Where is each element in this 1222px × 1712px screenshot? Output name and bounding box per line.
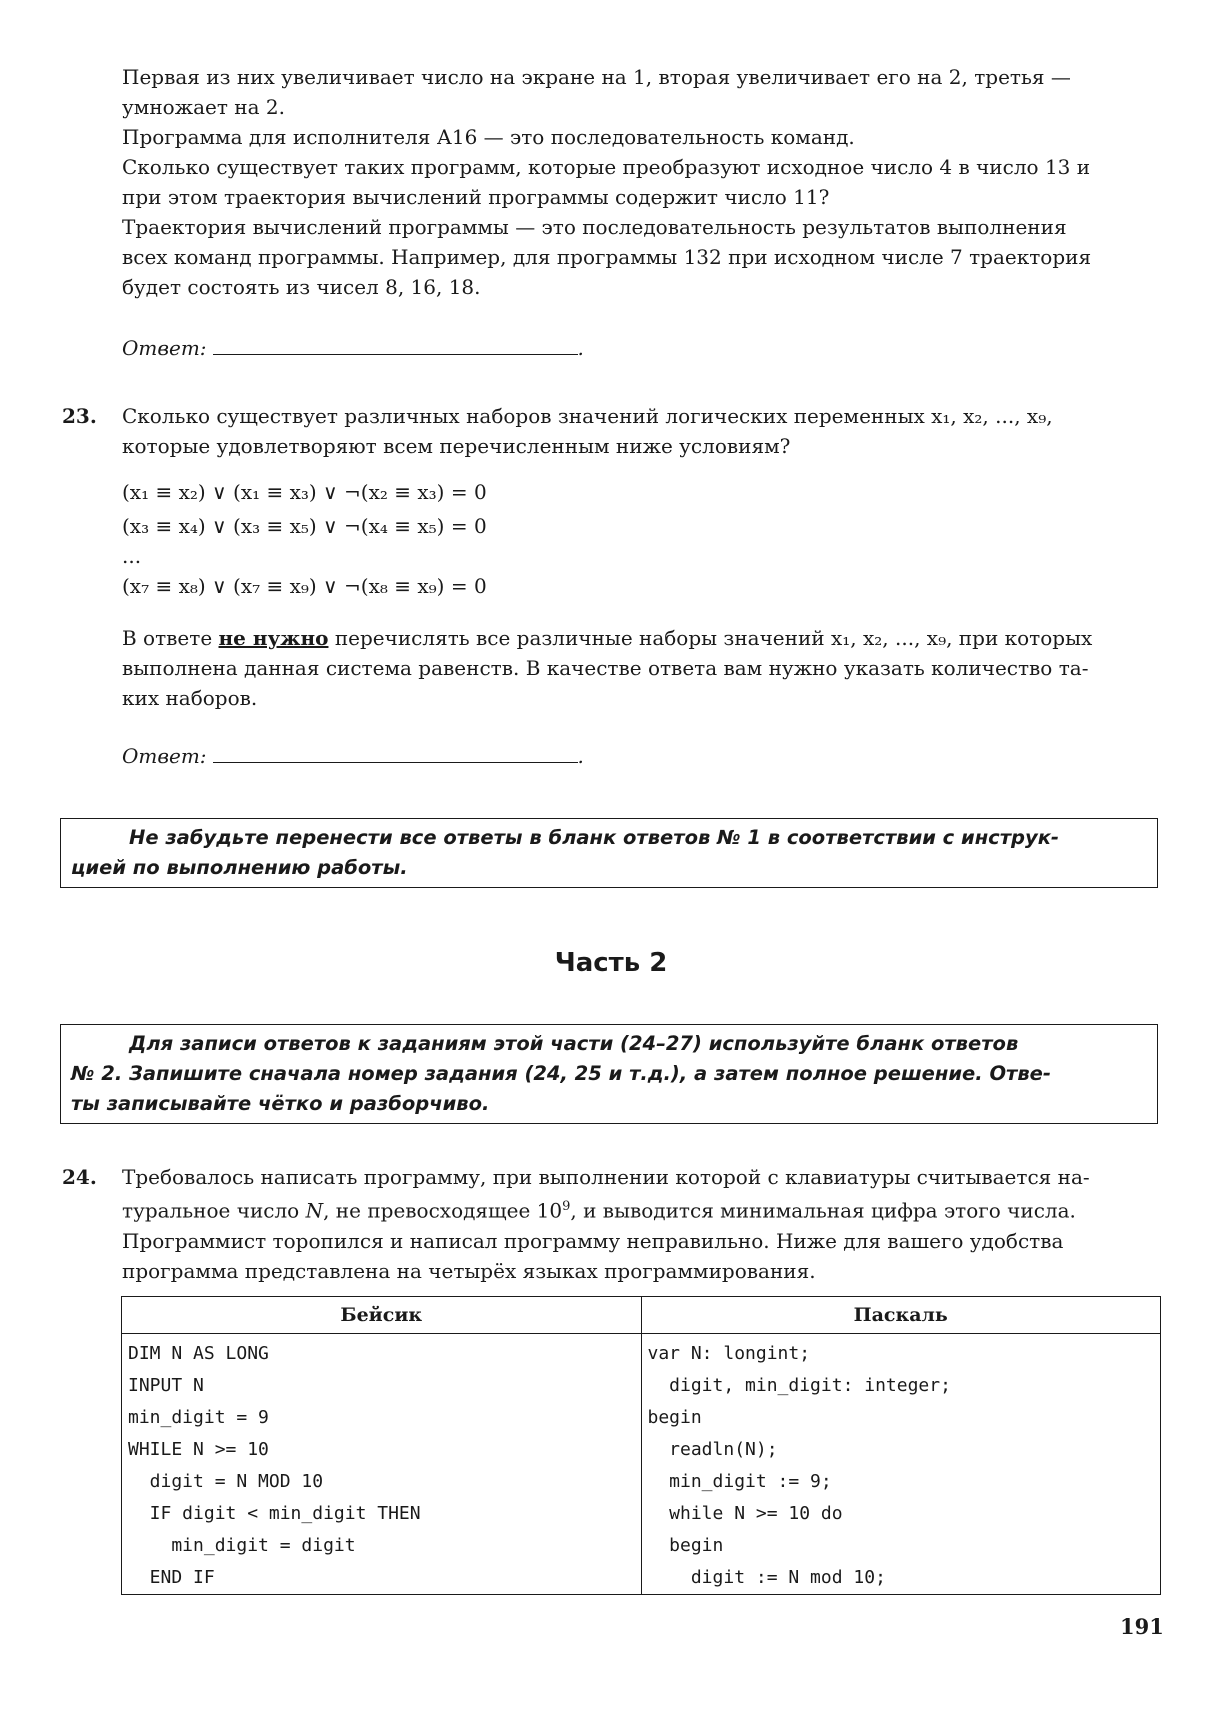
task24-line-part: , не превосходящее 10	[323, 1198, 563, 1223]
code-line: while N >= 10 do	[647, 1503, 843, 1524]
task22-line: Траектория вычислений программы — это последовательность результатов выполнения	[122, 215, 1067, 239]
code-line: begin	[647, 1535, 724, 1556]
code-line: DIM N AS LONG	[128, 1343, 269, 1364]
exponent: 9	[562, 1199, 571, 1214]
task24-line-part: туральное число	[122, 1198, 306, 1223]
task24-line: Программист торопился и написал программу неправильно. Ниже для вашего удобства	[122, 1228, 1064, 1253]
code-line: min_digit = 9	[128, 1407, 269, 1428]
notice-line: Не забудьте перенести все ответы в бланк ответов № 1 в соответствии с инструк-	[129, 826, 1060, 849]
code-line: var N: longint;	[647, 1343, 811, 1364]
task24-text	[122, 1162, 1162, 1286]
answer-label: Ответ:	[122, 744, 207, 768]
task23-equations	[122, 475, 1162, 603]
task22-line: при этом траектория вычислений программы содержит число 11?	[122, 185, 830, 209]
answer-label: Ответ:	[122, 336, 207, 360]
task23-text	[122, 401, 1162, 461]
answer-end: .	[577, 744, 584, 768]
header-pascal: Паскаль	[641, 1297, 1161, 1334]
code-line: min_digit = digit	[128, 1535, 356, 1556]
task22-text	[122, 62, 1162, 302]
header-basic: Бейсик	[122, 1297, 642, 1334]
basic-code	[122, 1334, 642, 1595]
equation: (x₃ ≡ x₄) ∨ (x₃ ≡ x₅) ∨ ¬(x₄ ≡ x₅) = 0	[122, 514, 487, 538]
code-line: digit := N mod 10;	[647, 1567, 886, 1588]
notice-line: цией по выполнению работы.	[71, 856, 408, 879]
page-number: 191	[1120, 1614, 1164, 1639]
task22-line: Сколько существует таких программ, которые преобразуют исходное число 4 в число 13 и	[122, 155, 1091, 179]
note-line: выполнена данная система равенств. В качестве ответа вам нужно указать количество та-	[122, 656, 1089, 680]
task23-note	[122, 623, 1162, 713]
equation: (x₁ ≡ x₂) ∨ (x₁ ≡ x₃) ∨ ¬(x₂ ≡ x₃) = 0	[122, 480, 487, 504]
equation: (x₇ ≡ x₈) ∨ (x₇ ≡ x₉) ∨ ¬(x₈ ≡ x₉) = 0	[122, 574, 487, 598]
task24-line: программа представлена на четырёх языках программирования.	[122, 1258, 816, 1283]
answer-field[interactable]	[213, 742, 578, 763]
note-emphasis: не нужно	[218, 626, 329, 650]
task22-line: Программа для исполнителя А16 — это последовательность команд.	[122, 125, 855, 149]
task22-answer	[122, 333, 1162, 363]
code-line: begin	[647, 1407, 702, 1428]
task23-intro-line: Сколько существует различных наборов значений логических переменных x₁, x₂, ..., x₉,	[122, 404, 1053, 428]
task23-answer	[122, 741, 1162, 771]
note-line: ких наборов.	[122, 686, 258, 710]
code-line: INPUT N	[128, 1375, 204, 1396]
equation-ellipsis: ...	[122, 544, 142, 568]
notice-transfer-answers	[60, 818, 1158, 888]
code-line: digit, min_digit: integer;	[647, 1375, 951, 1396]
notice-line: Для записи ответов к заданиям этой части (24–27) используйте бланк ответов	[129, 1032, 1019, 1055]
notice-line: ты записывайте чётко и разборчиво.	[71, 1092, 490, 1115]
task24-line-part: , и выводится минимальная цифра этого числа.	[570, 1198, 1076, 1223]
note-before: В ответе	[122, 626, 219, 650]
code-line: WHILE N >= 10	[128, 1439, 269, 1460]
code-line: digit = N MOD 10	[128, 1471, 324, 1492]
answer-field[interactable]	[213, 334, 578, 355]
notice-part2	[60, 1024, 1158, 1124]
task22-line: будет состоять из чисел 8, 16, 18.	[122, 275, 481, 299]
notice-line: № 2. Запишите сначала номер задания (24, 25 и т.д.), а затем полное решение. Отве-	[71, 1062, 1051, 1085]
task22-line: всех команд программы. Например, для программы 132 при исходном числе 7 траектория	[122, 245, 1092, 269]
code-line: END IF	[128, 1567, 215, 1588]
pascal-code	[641, 1334, 1161, 1595]
task23-intro-line: которые удовлетворяют всем перечисленным ниже условиям?	[122, 434, 791, 458]
code-line: min_digit := 9;	[647, 1471, 832, 1492]
task22-line: Первая из них увеличивает число на экране на 1, вторая увеличивает его на 2, третья —	[122, 65, 1071, 89]
task24-number: 24.	[62, 1165, 97, 1189]
task24-line: Требовалось написать программу, при выполнении которой с клавиатуры считывается на-	[122, 1165, 1090, 1189]
code-table	[121, 1296, 1161, 1595]
note-after: перечислять все различные наборы значений x₁, x₂, ..., x₉, при которых	[328, 626, 1093, 650]
variable-n: N	[305, 1198, 324, 1223]
task22-line: умножает на 2.	[122, 95, 285, 119]
code-line: readln(N);	[647, 1439, 778, 1460]
code-line: IF digit < min_digit THEN	[128, 1503, 421, 1524]
part-title: Часть 2	[554, 948, 668, 978]
task23-number: 23.	[62, 404, 97, 428]
answer-end: .	[577, 336, 584, 360]
